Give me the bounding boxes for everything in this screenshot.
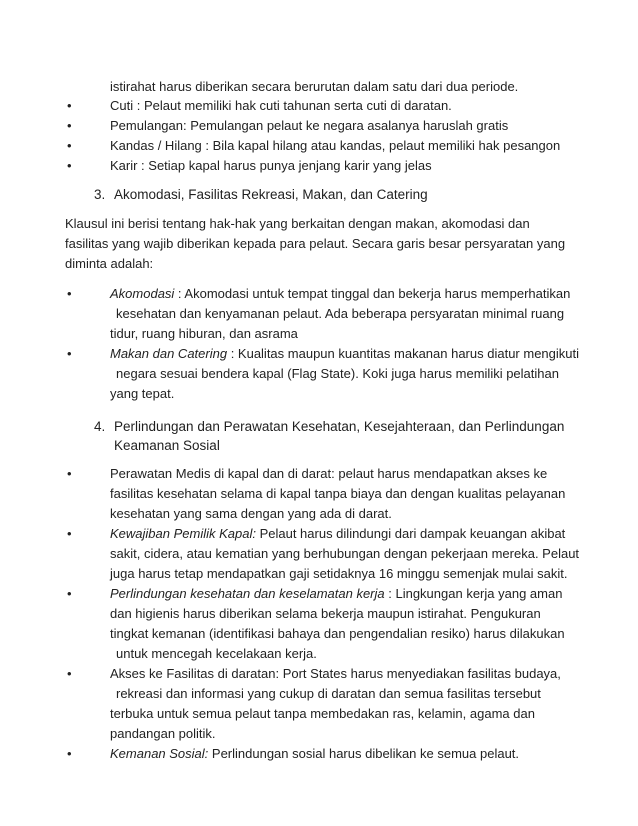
list-item-pemulangan: Pemulangan: Pemulangan pelaut ke negara asalanya haruslah gratis — [110, 118, 509, 133]
term-perlindungan-kesehatan: Perlindungan kesehatan dan keselamatan kerja — [110, 586, 385, 601]
list-item-line: dan higienis harus diberikan selama bekerja maupun istirahat. Pengukuran — [110, 606, 541, 621]
term-makan-catering: Makan dan Catering — [110, 346, 228, 361]
section-4-number: 4. — [94, 419, 106, 434]
list-item-line: negara sesuai bendera kapal (Flag State). Koki juga harus memiliki pelatihan — [116, 366, 559, 381]
term-kewajiban-pemilik-kapal: Kewajiban Pemilik Kapal: — [110, 526, 256, 541]
section-4-title-line-1: Perlindungan dan Perawatan Kesehatan, Kesejahteraan, dan Perlindungan — [114, 419, 565, 434]
list-item-perlindungan-kesehatan — [110, 586, 562, 602]
list-item-line: pandangan politik. — [110, 726, 216, 741]
bullet: • — [67, 346, 72, 361]
bullet: • — [67, 118, 72, 133]
bullet: • — [67, 138, 72, 153]
list-item-line: sakit, cidera, atau kematian yang berhubungan dengan pekerjaan mereka. Pelaut — [110, 546, 580, 561]
list-item-line: terbuka untuk semua pelaut tanpa membedakan ras, kelamin, agama dan — [110, 706, 535, 721]
bullet: • — [67, 586, 72, 601]
list-item-makan-catering — [110, 346, 579, 362]
section-3-title: Akomodasi, Fasilitas Rekreasi, Makan, dan Catering — [114, 187, 428, 202]
list-item-line: kesehatan yang sama dengan yang ada di darat. — [110, 506, 392, 521]
list-item-line: tidur, ruang hiburan, dan asrama — [110, 326, 298, 341]
section-4-title-line-2: Keamanan Sosial — [114, 438, 220, 453]
bullet: • — [67, 526, 72, 541]
paragraph-line: diminta adalah: — [65, 256, 154, 271]
list-item-line: rekreasi dan informasi yang cukup di daratan dan semua fasilitas tersebut — [116, 686, 541, 701]
item-text: Perlindungan sosial harus dibelikan ke semua pelaut. — [208, 746, 520, 761]
list-item-akomodasi — [110, 286, 570, 302]
bullet: • — [67, 746, 72, 761]
paragraph-line: fasilitas yang wajib diberikan kepada para pelaut. Secara garis besar persyaratan yang — [65, 236, 566, 251]
list-item-line: yang tepat. — [110, 386, 175, 401]
list-item-line: untuk mencegah kecelakaan kerja. — [116, 646, 317, 661]
list-item-continuation: istirahat harus diberikan secara berurutan dalam satu dari dua periode. — [110, 79, 519, 94]
list-item-line: fasilitas kesehatan selama di kapal tanpa biaya dan dengan kualitas pelayanan — [110, 486, 566, 501]
item-text: : Lingkungan kerja yang aman — [384, 586, 563, 601]
list-item-line: kesehatan dan kenyamanan pelaut. Ada beberapa persyaratan minimal ruang — [116, 306, 565, 321]
term-akomodasi: Akomodasi — [110, 286, 175, 301]
list-item-kemanan-sosial — [110, 746, 519, 762]
list-item-line: juga harus tetap mendapatkan gaji setidaknya 16 minggu semenjak mulai sakit. — [110, 566, 568, 581]
list-item-line: tingkat kemanan (identifikasi bahaya dan pengendalian resiko) harus dilakukan — [110, 626, 565, 641]
section-3-number: 3. — [94, 187, 106, 202]
term-kemanan-sosial: Kemanan Sosial: — [110, 746, 209, 761]
paragraph-line: Klausul ini berisi tentang hak-hak yang berkaitan dengan makan, akomodasi dan — [65, 216, 530, 231]
bullet: • — [67, 98, 72, 113]
bullet: • — [67, 666, 72, 681]
list-item-akses-fasilitas: Akses ke Fasilitas di daratan: Port States harus menyediakan fasilitas budaya, — [110, 666, 561, 681]
item-text: : Kualitas maupun kuantitas makanan harus diatur mengikuti — [227, 346, 579, 361]
bullet: • — [67, 286, 72, 301]
list-item-karir: Karir : Setiap kapal harus punya jenjang karir yang jelas — [110, 158, 432, 173]
list-item-kandas: Kandas / Hilang : Bila kapal hilang atau kandas, pelaut memiliki hak pesangon — [110, 138, 561, 153]
bullet: • — [67, 466, 72, 481]
bullet: • — [67, 158, 72, 173]
list-item-perawatan-medis: Perawatan Medis di kapal dan di darat: pelaut harus mendapatkan akses ke — [110, 466, 548, 481]
item-text: : Akomodasi untuk tempat tinggal dan bekerja harus memperhatikan — [174, 286, 571, 301]
list-item-cuti: Cuti : Pelaut memiliki hak cuti tahunan serta cuti di daratan. — [110, 98, 452, 113]
list-item-kewajiban-pemilik-kapal — [110, 526, 565, 542]
item-text: Pelaut harus dilindungi dari dampak keuangan akibat — [255, 526, 566, 541]
